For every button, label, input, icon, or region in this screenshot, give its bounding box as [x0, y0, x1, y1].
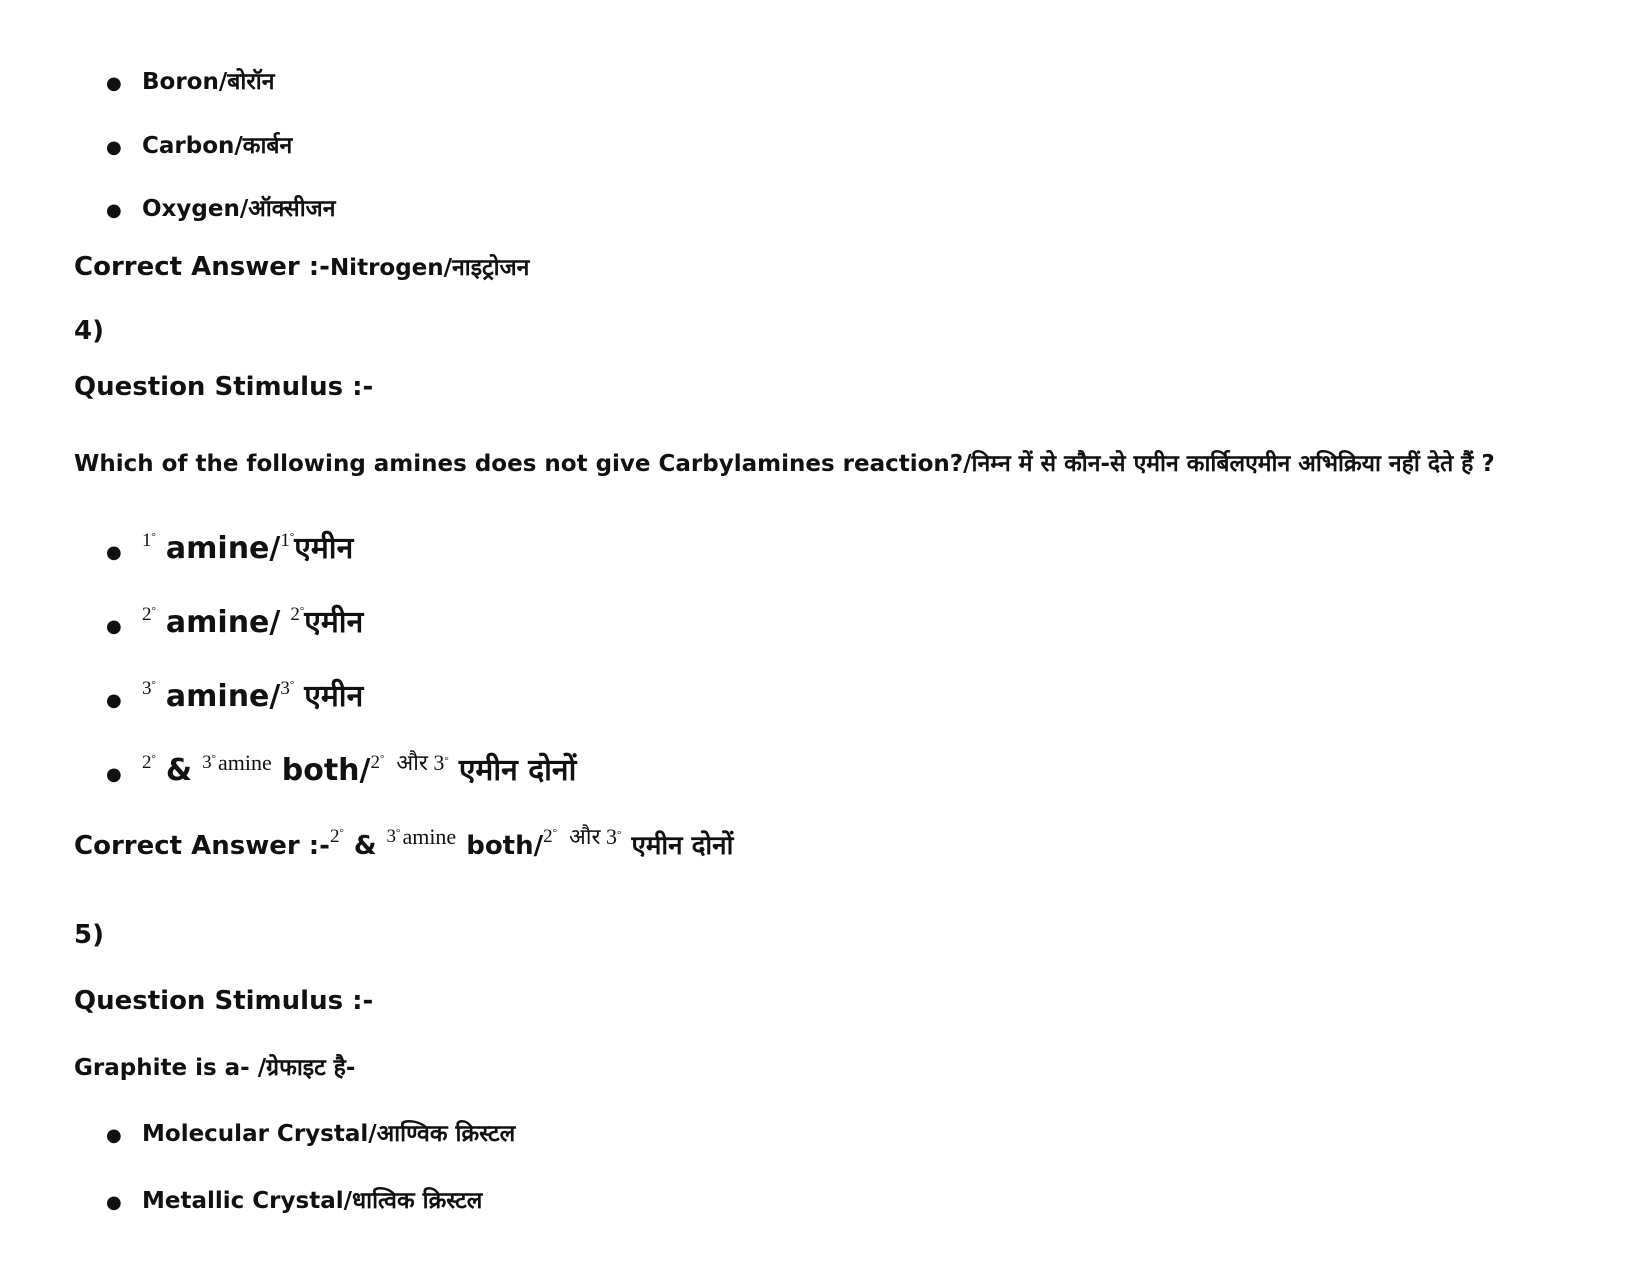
bullet-icon: ●	[106, 73, 122, 94]
option-text: amine/	[165, 679, 281, 714]
bullet-icon: ●	[106, 200, 122, 221]
correct-answer-value-hindi: एमीन दोनों	[631, 831, 734, 861]
bullet-icon: ●	[106, 137, 122, 158]
ampersand: &	[165, 753, 193, 788]
degree-superscript: 2°	[290, 604, 305, 625]
degree-superscript: 2°	[543, 826, 558, 847]
degree-superscript: 3°	[142, 678, 156, 699]
bullet-icon: ●	[106, 1125, 122, 1146]
option-item	[106, 191, 335, 223]
degree-superscript: 3°	[386, 826, 401, 847]
correct-answer	[74, 826, 733, 862]
option-item	[106, 1183, 482, 1215]
question-stimulus-label: Question Stimulus :-	[74, 372, 374, 402]
amine-word: amine	[402, 824, 457, 849]
option-text: amine/	[165, 605, 281, 640]
option-text-hindi: एमीन	[304, 605, 364, 640]
question-stimulus-text: Graphite is a- /ग्रेफाइट है-	[74, 1055, 356, 1081]
degree-superscript: 3°	[202, 752, 216, 773]
correct-answer-label: Correct Answer :-	[74, 831, 330, 861]
option-text-hindi: एमीन दोनों	[458, 753, 577, 788]
bullet-icon: ●	[106, 542, 122, 563]
option-text: amine/	[165, 531, 281, 566]
option-text: Carbon/कार्बन	[142, 133, 293, 159]
option-text-hindi: एमीन	[294, 531, 354, 566]
correct-answer	[74, 250, 529, 282]
hindi-and-text: और 3°	[396, 750, 449, 775]
degree-superscript: 2°	[329, 826, 344, 847]
degree-superscript: 2°	[142, 604, 156, 625]
question-stimulus-label: Question Stimulus :-	[74, 986, 374, 1016]
correct-answer-value: both/	[466, 831, 544, 861]
correct-answer-label: Correct Answer :-	[74, 252, 330, 282]
option-text: Boron/बोरॉन	[142, 69, 275, 95]
option-text: Molecular Crystal/आण्विक क्रिस्टल	[142, 1121, 516, 1147]
ampersand: &	[353, 831, 377, 861]
option-text: Oxygen/ऑक्सीजन	[142, 196, 336, 222]
option-item	[106, 64, 274, 96]
bullet-icon: ●	[106, 616, 122, 637]
amine-word: amine	[217, 750, 272, 775]
option-item	[106, 674, 363, 715]
bullet-icon: ●	[106, 764, 122, 785]
bullet-icon: ●	[106, 1192, 122, 1213]
degree-superscript: 2°	[370, 752, 385, 773]
degree-superscript: 3°	[280, 678, 295, 699]
degree-superscript: 2°	[142, 752, 156, 773]
option-item	[106, 128, 292, 160]
option-item	[106, 526, 353, 567]
option-item	[106, 748, 576, 789]
option-item	[106, 600, 363, 641]
correct-answer-value: Nitrogen/नाइट्रोजन	[329, 255, 530, 281]
question-number: 5)	[74, 920, 104, 950]
option-text: Metallic Crystal/धात्विक क्रिस्टल	[142, 1188, 483, 1214]
option-text: both/	[281, 753, 371, 788]
hindi-and-text: और 3°	[569, 824, 622, 849]
option-item	[106, 1116, 515, 1148]
bullet-icon: ●	[106, 690, 122, 711]
option-text-hindi: एमीन	[304, 679, 364, 714]
question-stimulus-text: Which of the following amines does not give Carbylamines reaction?/निम्न में से कौन-से एमीन कार्बिलएमीन अभिक्रिया नहीं देते हैं ?	[74, 451, 1495, 477]
question-number: 4)	[74, 316, 104, 346]
degree-superscript: 1°	[142, 530, 156, 551]
degree-superscript: 1°	[280, 530, 295, 551]
